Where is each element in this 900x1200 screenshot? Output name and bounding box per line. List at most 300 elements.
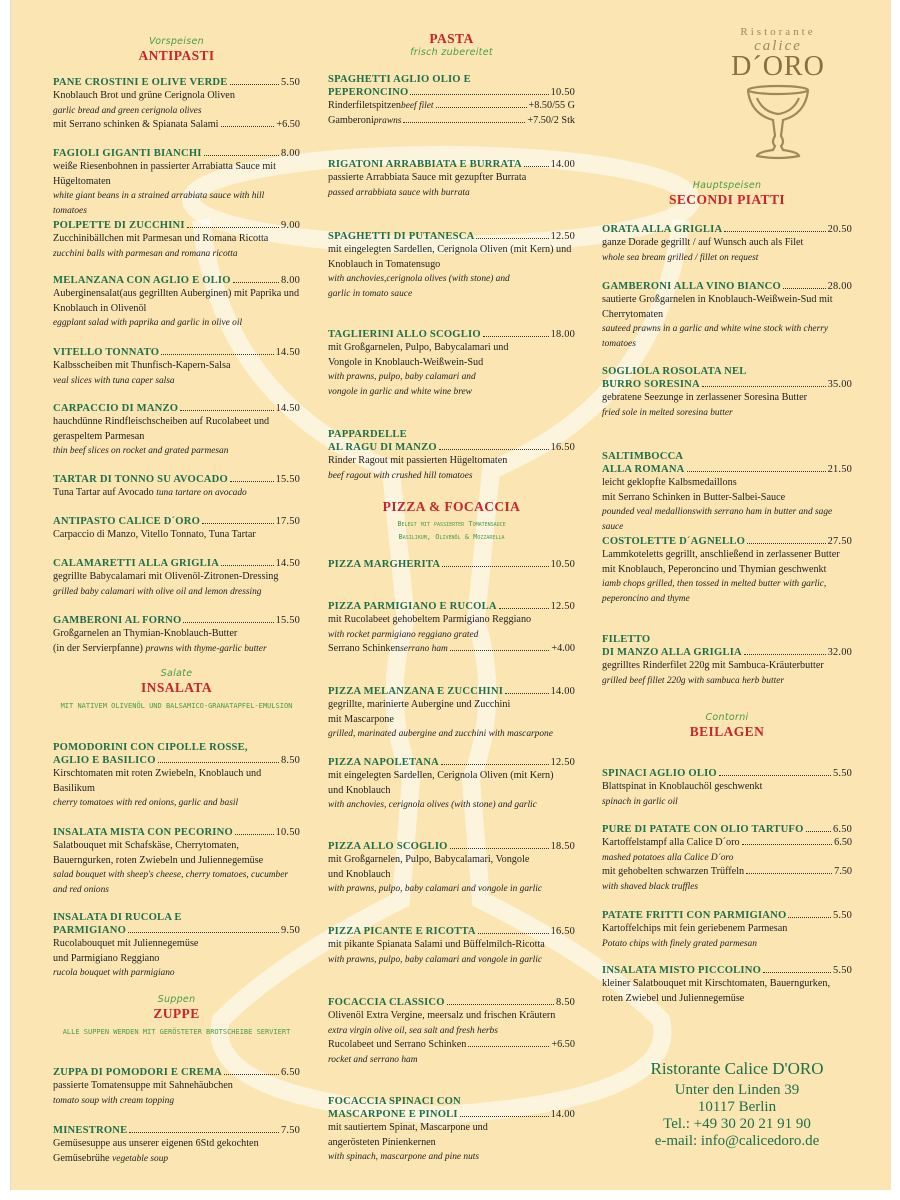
dish-description-en	[328, 1150, 575, 1165]
dish-price: 10.50	[550, 87, 575, 98]
menu-item	[328, 925, 575, 967]
dish-price: 28.00	[827, 281, 852, 292]
dish-description	[602, 865, 852, 880]
dish-price: 8.00	[281, 148, 300, 159]
description-text: vongole in garlic and white wine brew	[328, 386, 472, 397]
dish-price: 5.50	[833, 910, 852, 921]
leader-dots	[441, 756, 549, 765]
section-subtitle: frisch zubereitet	[410, 47, 493, 58]
leader-dots	[687, 463, 826, 472]
description-text-en: serrano ham	[400, 644, 448, 654]
section-pasta-header	[328, 30, 575, 58]
extra-price: +7.50/2 Stk	[527, 114, 575, 126]
dish-price: 12.50	[550, 231, 575, 242]
description-text: fried sole in melted soresina butter	[602, 407, 733, 418]
description-text: Blattspinat in Knoblauchöl geschwenkt	[602, 781, 763, 792]
dish-description-en	[328, 798, 575, 813]
description-text: und Knoblauch	[328, 868, 391, 880]
description-text: und Parmigiano Reggiano	[53, 952, 160, 964]
leader-dots	[483, 328, 549, 337]
dish-title-row	[53, 402, 300, 415]
section-antipasti-header	[53, 36, 300, 64]
dish-title-row	[328, 600, 575, 613]
menu-item	[53, 76, 300, 133]
dish-name: GAMBERONI ALLA VINO BIANCO	[602, 281, 781, 292]
dish-price: 6.50	[833, 824, 852, 835]
menu-item	[602, 633, 852, 688]
goblet-icon	[743, 84, 813, 160]
dish-description	[602, 977, 852, 1006]
description-text: garlic in tomato sauce	[328, 288, 413, 299]
leader-dots	[468, 1038, 549, 1047]
description-text: with shaved black truffles	[602, 881, 699, 892]
dish-description-en	[328, 385, 575, 400]
dish-description-en	[328, 628, 575, 643]
description-text: ganze Dorade gegrillt / auf Wunsch auch als Filet	[602, 237, 804, 248]
description-text-en: prawns with thyme-garlic butter	[145, 643, 267, 654]
section-subtitle: Suppen	[157, 994, 196, 1005]
menu-item	[602, 767, 852, 809]
menu-item	[53, 826, 300, 897]
dish-name-line2: AL RAGU DI MANZO	[328, 442, 437, 453]
dish-description-en	[602, 505, 852, 534]
description-text: gegrillte Babycalamari mit Olivenöl-Zitronen-Dressing	[53, 571, 279, 582]
description-text: mit Großgarnelen, Pulpo, Babycalamari, Vongole	[328, 854, 530, 865]
description-text: gebratene Seezunge in zerlassener Soresina Butter	[602, 392, 808, 403]
contact-street: Unter den Linden 39	[674, 1082, 800, 1098]
dish-name: CALAMARETTI ALLA GRIGLIA	[53, 558, 220, 569]
leader-dots	[747, 535, 826, 544]
description-text: Kartoffelstampf alla Calice D´oro	[602, 837, 740, 848]
contact-name: Ristorante Calice D'ORO	[650, 1059, 824, 1078]
description-text: rucola bouquet with parmigiano	[53, 968, 175, 978]
dish-name: TAGLIERINI ALLO SCOGLIO	[328, 329, 481, 340]
dish-name: VITELLO TONNATO	[53, 347, 160, 358]
dish-name-line1: SPAGHETTI AGLIO OLIO E	[328, 74, 471, 85]
description-text: rocket and serrano ham	[328, 1054, 418, 1065]
dish-name	[53, 741, 300, 754]
dish-title-row	[602, 463, 852, 476]
dish-description-en	[602, 795, 852, 810]
dish-name: TARTAR DI TONNO SU AVOCADO	[53, 474, 228, 485]
section-pizza-header	[328, 498, 575, 544]
dish-description-en	[602, 251, 852, 266]
leader-dots	[744, 646, 826, 655]
description-text: with rocket parmigiano reggiano grated	[328, 629, 479, 640]
leader-dots	[202, 515, 274, 524]
menu-item	[602, 365, 852, 420]
description-text: spinach in garlic oil	[602, 796, 678, 807]
leader-dots	[505, 685, 549, 694]
leader-dots	[450, 642, 550, 651]
dish-title-row	[328, 1108, 575, 1121]
leader-dots	[442, 558, 548, 567]
description-text: mit pikante Spianata Salami und Büffelmilch-Ricotta	[328, 939, 545, 950]
contact-city: 10117 Berlin	[697, 1099, 777, 1115]
leader-dots	[410, 86, 548, 95]
dish-description	[53, 160, 300, 189]
menu-item	[602, 280, 852, 351]
leader-dots	[763, 964, 831, 973]
dish-description	[328, 769, 575, 784]
dish-name	[602, 633, 852, 646]
dish-title-row	[602, 964, 852, 977]
leader-dots	[447, 996, 554, 1005]
dish-description-en	[53, 966, 300, 981]
dish-description-en	[53, 796, 300, 811]
description-text: beef ragout with crushed hill tomatoes	[328, 470, 473, 481]
dish-description-en	[53, 247, 300, 262]
menu-item	[328, 158, 575, 200]
dish-price: 21.50	[827, 464, 852, 475]
description-text: Kartoffelchips mit fein geriebenem Parmesan	[602, 923, 788, 934]
description-text: und Knoblauch	[328, 784, 391, 796]
description-text: extra virgin olive oil, sea salt and fresh herbs	[328, 1025, 498, 1036]
leader-dots	[183, 614, 273, 623]
dish-name: ZUPPA DI POMODORI E CREMA	[53, 1067, 223, 1078]
dish-description	[602, 391, 852, 406]
dish-name: ORATA ALLA GRIGLIA	[602, 224, 723, 235]
dish-description-en	[602, 577, 852, 606]
leader-dots	[158, 754, 279, 763]
dish-name: SPINACI AGLIO OLIO	[602, 768, 717, 779]
description-text: Lammkoteletts gegrillt, anschließend in zerlassener Butter mit Knoblauch, Peperoncino und Thymian geschwenkt	[602, 549, 840, 575]
dish-price: 18.00	[550, 329, 575, 340]
dish-price: 8.00	[281, 275, 300, 286]
description-text: Potato chips with finely grated parmesan	[602, 938, 757, 949]
dish-title-row	[53, 826, 300, 839]
description-text: veal slices with tuna caper salsa	[53, 375, 175, 386]
menu-item	[602, 223, 852, 265]
dish-description-en	[53, 374, 300, 389]
description-text: zucchini balls with parmesan and romana ricotta	[53, 248, 238, 259]
logo-line-doro: D´ORO	[731, 51, 825, 82]
dish-title-row	[53, 219, 300, 232]
dish-description-en	[328, 1024, 575, 1039]
dish-title-row	[602, 280, 852, 293]
leader-dots	[230, 473, 274, 482]
dish-title-row	[53, 346, 300, 359]
menu-item	[328, 996, 575, 1067]
dish-name: PIZZA ALLO SCOGLIO	[328, 841, 448, 852]
menu-item	[328, 328, 575, 399]
dish-price: 10.50	[275, 827, 300, 838]
dish-name-line2: PEPERONCINO	[328, 87, 409, 98]
dish-name: PIZZA NAPOLETANA	[328, 757, 440, 768]
dish-title-row	[602, 646, 852, 659]
dish-title-row	[53, 614, 300, 627]
contact-email: e-mail: info@calicedoro.de	[654, 1133, 820, 1149]
dish-name	[328, 428, 575, 441]
extra-price: +4.00	[551, 643, 575, 654]
section-beilagen-header	[602, 712, 852, 740]
menu-item	[53, 147, 300, 218]
dish-name-line1: FOCACCIA SPINACI CON	[328, 1096, 461, 1107]
dish-description-en	[53, 868, 300, 897]
dish-description	[53, 642, 300, 657]
dish-description	[53, 528, 300, 543]
description-text: mit Großgarnelen, Pulpo, Babycalamari und	[328, 342, 509, 353]
dish-price: 12.50	[550, 757, 575, 768]
dish-title-row	[602, 767, 852, 780]
description-text: garlic bread and green cerignola olives	[53, 105, 202, 116]
description-text: Carpaccio di Manzo, Vitello Tonnato, Tuna Tartar	[53, 529, 256, 540]
leader-dots	[702, 378, 826, 387]
dish-name: PIZZA MARGHERITA	[328, 559, 441, 570]
menu-item	[328, 428, 575, 483]
dish-title-row	[328, 86, 575, 99]
dish-name: MELANZANA CON AGLIO E OLIO	[53, 275, 231, 286]
dish-description-en	[328, 370, 575, 385]
description-text: with anchovies,cerignola olives (with stone) and	[328, 274, 510, 284]
restaurant-logo	[703, 26, 853, 165]
dish-description	[53, 627, 300, 642]
dish-title-row	[53, 274, 300, 287]
menu-item	[328, 230, 575, 301]
dish-description-en	[328, 272, 575, 287]
description-text: Knoblauch Brot und grüne Cerignola Oliven	[53, 90, 235, 101]
dish-title-row	[328, 230, 575, 243]
extra-price: +6.50	[551, 1039, 575, 1050]
dish-price: 14.50	[275, 558, 300, 569]
description-text: pounded veal medallionswith serrano ham in butter and sage sauce	[602, 507, 833, 532]
description-text: grilled baby calamari with olive oil and lemon dressing	[53, 586, 262, 597]
dish-name: PIZZA PARMIGIANO E RUCOLA	[328, 601, 497, 612]
dish-name-line1: PAPPARDELLE	[328, 429, 407, 440]
dish-description-en	[602, 851, 852, 866]
leader-dots	[478, 925, 549, 934]
extra-price: +6.50	[276, 119, 300, 130]
dish-description	[328, 613, 575, 628]
description-text: (in der Servierpfanne)	[53, 642, 143, 654]
description-text-en: beef filet	[401, 101, 434, 111]
dish-description	[328, 713, 575, 728]
menu-item	[328, 685, 575, 742]
dish-description-en	[602, 674, 852, 689]
section-note: Belegt mit passierter Tomatensauce	[397, 520, 506, 528]
dish-description	[328, 1121, 575, 1136]
dish-price: 7.50	[281, 1125, 300, 1136]
dish-description	[602, 293, 852, 322]
description-text-en: vegetable soup	[112, 1153, 169, 1164]
dish-description	[328, 853, 575, 868]
dish-name: GAMBERONI AL FORNO	[53, 615, 182, 626]
dish-price: 12.50	[550, 601, 575, 612]
description-text: with anchovies, cerignola olives (with stone) and garlic	[328, 800, 537, 810]
section-title: PIZZA & FOCACCIA	[382, 499, 521, 514]
dish-name: FAGIOLI GIGANTI BIANCHI	[53, 148, 202, 159]
description-text: thin beef slices on rocket and grated parmesan	[53, 446, 229, 456]
dish-title-row	[328, 685, 575, 698]
section-zuppe-header	[53, 994, 300, 1039]
dish-title-row	[602, 823, 852, 836]
dish-name: PATATE FRITTI CON PARMIGIANO	[602, 910, 787, 921]
dish-description	[328, 243, 575, 272]
menu-item	[602, 964, 852, 1006]
leader-dots	[524, 158, 549, 167]
dish-description-en	[53, 444, 300, 459]
menu-page	[10, 0, 891, 1190]
description-text: mit sautiertem Spinat, Mascarpone und	[328, 1122, 488, 1133]
dish-name-line2: AGLIO E BASILICO	[53, 755, 156, 766]
description-text: mit eingelegten Sardellen, Cerignola Oliven (mit Kern) und Knoblauch in Tomatensugo	[328, 244, 572, 270]
dish-name-line1: SOGLIOLA ROSOLATA NEL	[602, 366, 747, 377]
leader-dots	[403, 114, 525, 123]
dish-price: 10.50	[550, 559, 575, 570]
dish-name	[328, 1095, 575, 1108]
description-text: Salatbouquet mit Schafskäse, Cherrytomaten, Bauerngurken, roten Zwiebeln und Juliennegemüse	[53, 840, 264, 866]
leader-dots	[719, 767, 831, 776]
dish-title-row	[53, 557, 300, 570]
dish-description	[328, 698, 575, 713]
leader-dots	[460, 1108, 549, 1117]
dish-title-row	[53, 76, 300, 89]
dish-description	[53, 232, 300, 247]
section-subtitle: Salate	[160, 668, 193, 679]
section-secondi-header	[602, 180, 852, 208]
leader-dots	[221, 118, 275, 127]
leader-dots	[180, 402, 273, 411]
extra-price: 6.50	[834, 837, 852, 848]
contact-phone: Tel.: +49 30 20 21 91 90	[663, 1116, 811, 1132]
description-text: mit Rucolabeet gehobeltem Parmigiano Reggiano	[328, 614, 532, 625]
section-note: ALLE SUPPEN WERDEN MIT GERÖSTETER BROTSCHEIBE SERVIERT	[62, 1028, 291, 1036]
description-text: Rinder Ragout mit passierten Hügeltomaten	[328, 455, 508, 466]
dish-description	[328, 1136, 575, 1151]
dish-description	[328, 341, 575, 356]
dish-description	[53, 359, 300, 374]
contact-block	[622, 1060, 852, 1150]
dish-description	[53, 1137, 300, 1152]
dish-price: 18.50	[550, 841, 575, 852]
section-title: ZUPPE	[153, 1006, 200, 1021]
dish-title-row	[53, 147, 300, 160]
description-text: passierte Arrabbiata Sauce mit gezupfter Burrata	[328, 172, 527, 183]
description-text: Auberginensalat(aus gegrillten Auberginen) mit Paprika und Knoblauch in Olivenöl	[53, 288, 300, 314]
leader-dots	[235, 826, 274, 835]
description-text: Gamberoni	[328, 114, 374, 126]
dish-title-row	[53, 754, 300, 767]
menu-item	[53, 274, 300, 331]
leader-dots	[233, 274, 279, 283]
dish-price: 35.00	[827, 379, 852, 390]
dish-name: FOCACCIA CLASSICO	[328, 997, 445, 1008]
leader-dots	[439, 441, 549, 450]
dish-name	[602, 365, 852, 378]
dish-description-en	[602, 937, 852, 952]
dish-description	[53, 767, 300, 796]
dish-description	[53, 89, 300, 104]
dish-description-en	[53, 104, 300, 119]
dish-name: PANE CROSTINI E OLIVE VERDE	[53, 77, 228, 88]
dish-title-row	[53, 473, 300, 486]
dish-name: COSTOLETTE D´AGNELLO	[602, 536, 746, 547]
description-text: with spinach, mascarpone and pine nuts	[328, 1152, 480, 1162]
dish-name-line2: MASCARPONE E PINOLI	[328, 1109, 458, 1120]
leader-dots	[476, 230, 548, 239]
dish-description	[53, 118, 300, 133]
dish-title-row	[602, 223, 852, 236]
dish-name-line1: POMODORINI CON CIPOLLE ROSSE,	[53, 742, 248, 753]
dish-title-row	[328, 925, 575, 938]
menu-item	[602, 450, 852, 534]
dish-description-en	[53, 189, 300, 218]
dish-description	[53, 1079, 300, 1094]
description-text: Kalbsscheiben mit Thunfisch-Kapern-Salsa	[53, 360, 231, 371]
dish-name	[602, 450, 852, 463]
description-text: white giant beans in a strained arrabiata sauce with hill tomatoes	[53, 191, 265, 216]
dish-price: 5.50	[833, 768, 852, 779]
leader-dots	[221, 557, 274, 566]
dish-description	[328, 1009, 575, 1024]
dish-name: PIZZA MELANZANA E ZUCCHINI	[328, 686, 504, 697]
description-text: hauchdünne Rindfleischscheiben auf Rucolabeet und geraspeltem Parmesan	[53, 416, 270, 442]
description-text: mit eingelegten Sardellen, Cerignola Oliven (mit Kern)	[328, 770, 554, 781]
dish-description	[53, 415, 300, 444]
dish-name	[328, 73, 575, 86]
dish-description	[328, 454, 575, 469]
dish-description	[602, 491, 852, 506]
description-text: Kirschtomaten mit roten Zwiebeln, Knoblauch und Basilikum	[53, 768, 262, 794]
dish-price: 14.50	[275, 347, 300, 358]
dish-name-line1: SALTIMBOCCA	[602, 451, 684, 462]
dish-description-en	[53, 1094, 300, 1109]
menu-item	[602, 909, 852, 951]
description-text-en: tuna tartare on avocado	[156, 488, 247, 498]
menu-item	[602, 535, 852, 606]
leader-dots	[161, 346, 273, 355]
dish-name: INSALATA MISTO PICCOLINO	[602, 965, 762, 976]
menu-item	[328, 600, 575, 657]
dish-name-line2: DI MANZO ALLA GRIGLIA	[602, 647, 742, 658]
leader-dots	[230, 76, 279, 85]
dish-title-row	[53, 924, 300, 937]
section-title: SECONDI PIATTI	[669, 192, 785, 207]
leader-dots	[204, 147, 279, 156]
dish-price: 5.50	[281, 77, 300, 88]
dish-description-en	[53, 316, 300, 331]
dish-price: 17.50	[275, 516, 300, 527]
dish-name: ANTIPASTO CALICE D´ORO	[53, 516, 201, 527]
dish-price: 27.50	[827, 536, 852, 547]
dish-title-row	[328, 996, 575, 1009]
section-subtitle: Hauptspeisen	[692, 180, 762, 191]
section-title: ANTIPASTI	[138, 48, 215, 63]
description-text: passed arrabbiata sauce with burrata	[328, 187, 470, 198]
menu-item	[53, 473, 300, 501]
section-insalata-header	[53, 668, 300, 713]
dish-description	[602, 236, 852, 251]
dish-price: 16.50	[550, 442, 575, 453]
dish-price: 9.50	[281, 925, 300, 936]
dish-description	[602, 836, 852, 851]
dish-price: 15.50	[275, 615, 300, 626]
description-text: sauteed prawns in a garlic and white wine stock with cherry tomatoes	[602, 324, 829, 349]
dish-title-row	[53, 515, 300, 528]
dish-description	[328, 1038, 575, 1053]
leader-dots	[187, 219, 279, 228]
section-title: INSALATA	[141, 680, 212, 695]
description-text: sautierte Großgarnelen in Knoblauch-Weißwein-Sud mit Cherrytomaten	[602, 294, 833, 320]
description-text: tomato soup with cream topping	[53, 1095, 175, 1106]
dish-title-row	[602, 909, 852, 922]
menu-item	[53, 402, 300, 459]
dish-price: 8.50	[556, 997, 575, 1008]
leader-dots	[499, 600, 549, 609]
description-text: Gemüsesuppe aus unserer eigenen 6Std gekochten	[53, 1138, 259, 1149]
section-subtitle: Vorspeisen	[149, 36, 204, 47]
dish-description	[328, 171, 575, 186]
